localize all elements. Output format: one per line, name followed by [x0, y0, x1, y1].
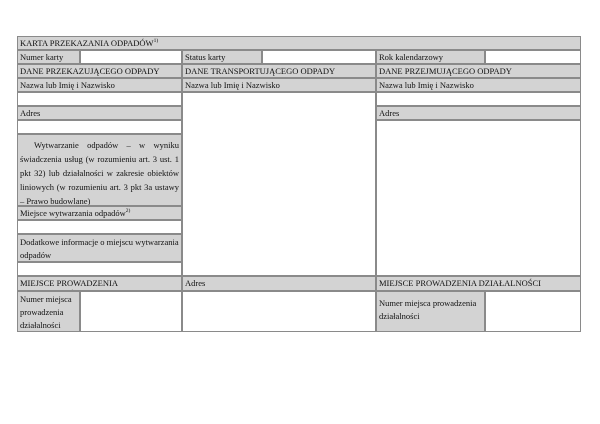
- waste-generation-place-label: [17, 206, 182, 220]
- receiving-name-label: Nazwa lub Imię i Nazwisko: [376, 78, 581, 92]
- title-footnote: 1): [153, 38, 159, 45]
- section-transferring-header: DANE PRZEKAZUJĄCEGO ODPADY: [17, 64, 182, 78]
- additional-info-field[interactable]: [17, 262, 182, 276]
- form-title-text: KARTA PRZEKAZANIA ODPADÓW: [20, 38, 154, 48]
- transferring-business-place-header: MIEJSCE PROWADZENIA: [17, 276, 182, 291]
- transferring-address-label: Adres: [17, 106, 182, 120]
- additional-info-label: [17, 234, 182, 262]
- card-status-label: Status karty: [182, 50, 262, 64]
- card-number-label: Numer karty: [17, 50, 80, 64]
- transferring-business-place-number-label: [17, 291, 80, 332]
- transporting-name-label: Nazwa lub Imię i Nazwisko: [182, 78, 376, 92]
- receiving-business-place-header: MIEJSCE PROWADZENIA DZIAŁALNOŚCI: [376, 276, 581, 291]
- waste-generation-place-footnote: 2): [125, 208, 131, 215]
- transporting-details-field[interactable]: [182, 92, 376, 276]
- waste-generation-description: [17, 134, 182, 206]
- waste-generation-place-text: Miejsce wytwarzania odpadów: [20, 208, 126, 218]
- transferring-name-field[interactable]: [17, 92, 182, 106]
- transferring-business-place-number-field[interactable]: [80, 291, 182, 332]
- receiving-address-label: Adres: [376, 106, 581, 120]
- card-number-field[interactable]: [80, 50, 182, 64]
- waste-transfer-card-form: [17, 36, 581, 332]
- transferring-name-label: Nazwa lub Imię i Nazwisko: [17, 78, 182, 92]
- waste-generation-place-field[interactable]: [17, 220, 182, 234]
- section-receiving-header: DANE PRZEJMUJĄCEGO ODPADY: [376, 64, 581, 78]
- additional-info-text: Dodatkowe informacje o miejscu wytwarzania odpadów: [20, 237, 179, 260]
- receiving-business-place-number-field[interactable]: [485, 291, 581, 332]
- transporting-address-label: Adres: [182, 276, 376, 291]
- waste-generation-text: Wytwarzanie odpadów – w wyniku świadczenia usług (w rozumieniu art. 3 ust. 1 pkt 32) lub działalności w zakresie obiektów liniowych (w rozumieniu art. 3 pkt 3a ustawy – Prawo budowlane): [20, 140, 179, 206]
- receiving-name-field[interactable]: [376, 92, 581, 106]
- calendar-year-label: Rok kalendarzowy: [376, 50, 485, 64]
- receiving-business-place-number-label: [376, 291, 485, 332]
- transferring-business-place-number-text: Numer miejsca prowadzenia działalności: [20, 294, 72, 330]
- receiving-business-place-number-text: Numer miejsca prowadzenia działalności: [379, 298, 477, 321]
- section-transporting-header: DANE TRANSPORTUJĄCEGO ODPADY: [182, 64, 376, 78]
- receiving-address-field[interactable]: [376, 120, 581, 276]
- transferring-address-field[interactable]: [17, 120, 182, 134]
- calendar-year-field[interactable]: [485, 50, 581, 64]
- form-title: [17, 36, 581, 50]
- card-status-field[interactable]: [262, 50, 376, 64]
- transporting-address-field[interactable]: [182, 291, 376, 332]
